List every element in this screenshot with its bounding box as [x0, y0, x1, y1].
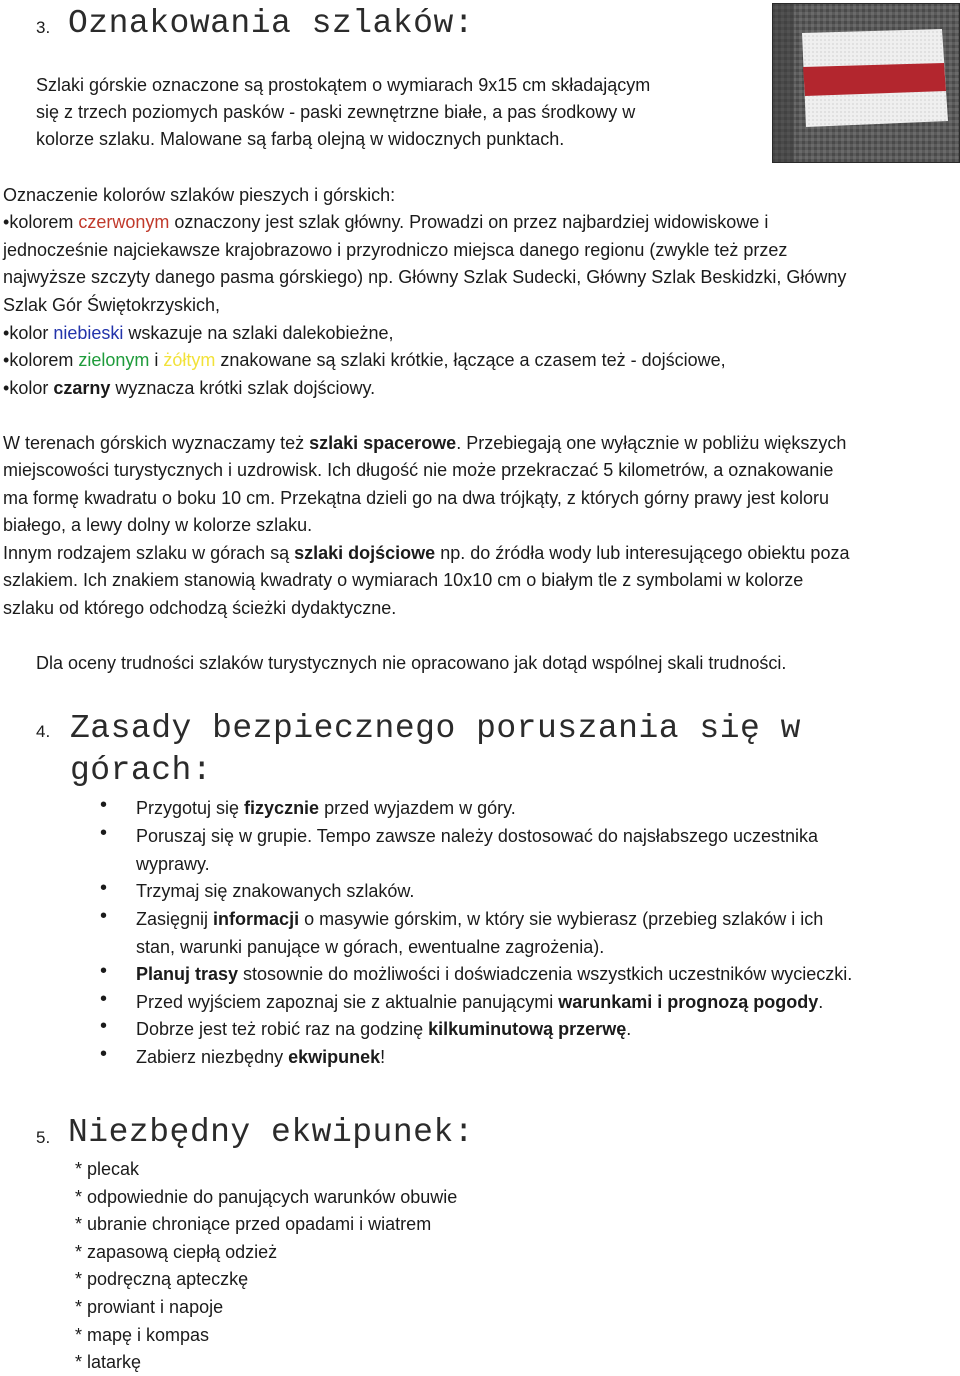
- green-yellow-trail-item: [3, 347, 726, 374]
- rule-bullet: •: [100, 960, 108, 982]
- rule-item: [136, 1016, 631, 1043]
- colors-heading: Oznaczenie kolorów szlaków pieszych i górskich:: [3, 185, 396, 205]
- rule-bullet: •: [100, 822, 108, 844]
- rule-bold: kilkuminutową przerwę: [428, 1019, 627, 1039]
- rule-bold: ekwipunek: [288, 1047, 381, 1067]
- intro-line-1: Szlaki górskie oznaczone są prostokątem o wymiarach 9x15 cm składającym: [36, 75, 651, 95]
- rule-text-end: stosownie do możliwości i doświadczenia wszystkich uczestników wycieczki.: [238, 964, 853, 984]
- rule-bullet: •: [100, 1015, 108, 1037]
- spacer-line-5: [3, 540, 849, 567]
- equipment-item: * latarkę: [75, 1352, 142, 1373]
- red-item-prefix: kolorem: [9, 212, 79, 232]
- spacer-line-1: [3, 430, 846, 457]
- rule-bullet: •: [100, 1043, 108, 1065]
- rule-text: Zasięgnij: [136, 909, 214, 929]
- rule-bullet: •: [100, 905, 108, 927]
- red-item-line-4: Szlak Gór Świętokrzyskich,: [3, 295, 221, 315]
- spacer-l1a: W terenach górskich wyznaczamy też: [3, 433, 310, 453]
- red-item-line-3a: najwyższe szczyty danego pasma górskiego) np.: [3, 267, 394, 287]
- rule-text: Trzymaj się znakowanych szlaków.: [136, 881, 415, 901]
- section-3-number: 3.: [36, 18, 51, 37]
- rule-item-continuation: stan, warunki panujące w górach, ewentualne zagrożenia).: [136, 937, 605, 957]
- rule-item: [136, 795, 516, 822]
- black-trail-item: [3, 375, 375, 402]
- rule-text-end: !: [380, 1047, 386, 1067]
- section-4-title-line-2: górach:: [70, 752, 213, 789]
- section-4-number: 4.: [36, 722, 51, 741]
- green-item-text: znakowane są szlaki krótkie, łączące a czasem też - dojściowe,: [215, 350, 726, 370]
- blue-item-prefix: kolor: [9, 323, 54, 343]
- green-color-word: zielonym: [78, 350, 150, 370]
- spacer-line-3: ma formę kwadratu o boku 10 cm. Przekątna dzieli go na dwa trójkąty, z których górny prawy jest koloru: [3, 488, 830, 508]
- yellow-color-word: żółtym: [163, 350, 216, 370]
- blue-color-word: niebieski: [53, 323, 124, 343]
- spacer-line-7: szlaku od którego odchodzą ścieżki dydaktyczne.: [3, 598, 397, 618]
- rule-text: Poruszaj się w grupie. Tempo zawsze należy dostosować do najsłabszego uczestnika: [136, 826, 819, 846]
- rule-bold: Planuj trasy: [136, 964, 239, 984]
- section-5-number: 5.: [36, 1128, 51, 1147]
- rule-bullet: •: [100, 988, 108, 1010]
- rule-text: Przed wyjściem zapoznaj sie z aktualnie panującymi: [136, 992, 559, 1012]
- trail-marker-image: [772, 3, 960, 163]
- rule-item: [136, 1044, 385, 1071]
- rule-bold: fizycznie: [244, 798, 320, 818]
- rule-text: Przygotuj się: [136, 798, 245, 818]
- equipment-item: * podręczną apteczkę: [75, 1269, 249, 1290]
- rule-item-continuation: wyprawy.: [136, 854, 210, 874]
- trail-marker-photo: [772, 3, 960, 163]
- rule-bullet: •: [100, 794, 108, 816]
- intro-line-3: kolorze szlaku. Malowane są farbą olejną w widocznych punktach.: [36, 129, 565, 149]
- blue-trail-item: [3, 320, 394, 347]
- rule-text: Zabierz niezbędny: [136, 1047, 289, 1067]
- red-color-word: czerwonym: [78, 212, 170, 232]
- difficulty-note: Dla oceny trudności szlaków turystycznych nie opracowano jak dotąd wspólnej skali trudności.: [36, 653, 787, 673]
- red-item-desc: Prowadzi on przez najbardziej widowiskowe i: [404, 212, 769, 232]
- spacer-l5b: szlaki dojściowe: [294, 543, 436, 563]
- rule-item: [136, 906, 823, 933]
- red-trail-item: [3, 209, 768, 236]
- equipment-item: * odpowiednie do panujących warunków obuwie: [75, 1186, 458, 1207]
- rule-item: [136, 878, 414, 905]
- spacer-l1c: . Przebiegają one wyłącznie w pobliżu większych: [456, 433, 847, 453]
- rule-text-end: .: [818, 992, 824, 1012]
- spacer-l5c: np. do źródła wody lub interesującego obiektu poza: [435, 543, 850, 563]
- rule-item: [136, 989, 823, 1016]
- section-5-title: Niezbędny ekwipunek:: [68, 1114, 475, 1151]
- black-item-prefix: kolor: [9, 378, 54, 398]
- intro-line-2: się z trzech poziomych pasków - paski zewnętrzne białe, a pas środkowy w: [36, 102, 636, 122]
- rule-text-end: przed wyjazdem w góry.: [319, 798, 516, 818]
- equipment-item: * plecak: [75, 1159, 140, 1179]
- bullet: •: [3, 350, 10, 370]
- bullet: •: [3, 378, 10, 398]
- green-item-prefix: kolorem: [9, 350, 79, 370]
- blue-item-text: wskazuje na szlaki dalekobieżne,: [123, 323, 394, 343]
- green-item-mid: i: [149, 350, 164, 370]
- spacer-line-2: miejscowości turystycznych i uzdrowisk. Ich długość nie może przekraczać 5 kilometrów, a oznakowanie: [3, 460, 834, 480]
- equipment-item: * ubranie chroniące przed opadami i wiatrem: [75, 1214, 432, 1235]
- spacer-line-4: białego, a lewy dolny w kolorze szlaku.: [3, 515, 313, 535]
- rule-bold: warunkami i prognozą pogody: [558, 992, 819, 1012]
- section-3-title: Oznakowania szlaków:: [68, 5, 475, 42]
- red-item-text: oznaczony jest szlak główny.: [169, 212, 405, 232]
- equipment-item: * prowiant i napoje: [75, 1297, 224, 1317]
- rule-item: [136, 823, 818, 850]
- black-item-text: wyznacza krótki szlak dojściowy.: [110, 378, 376, 398]
- red-item-line-3b: Główny Szlak Sudecki, Główny Szlak Beskidzki, Główny: [393, 267, 847, 287]
- equipment-item: * zapasową ciepłą odzież: [75, 1241, 278, 1262]
- rule-text: Dobrze jest też robić raz na godzinę: [136, 1019, 429, 1039]
- rule-text-end: o masywie górskim, w który sie wybierasz (przebieg szlaków i ich: [299, 909, 824, 929]
- rule-item: [136, 961, 852, 988]
- rule-bold: informacji: [213, 909, 300, 929]
- section-4-title-line-1: Zasady bezpiecznego poruszania się w: [70, 710, 801, 747]
- spacer-l1b: szlaki spacerowe: [309, 433, 457, 453]
- rule-bullet: •: [100, 877, 108, 899]
- red-item-line-2: jednocześnie najciekawsze krajobrazowo i przyrodniczo miejsca danego regionu (zwykle też przez: [3, 240, 788, 260]
- black-color-word: czarny: [53, 378, 111, 398]
- bullet: •: [3, 212, 10, 232]
- spacer-l5a: Innym rodzajem szlaku w górach są: [3, 543, 295, 563]
- equipment-item: * mapę i kompas: [75, 1324, 210, 1345]
- bullet: •: [3, 323, 10, 343]
- red-item-line-3: [3, 264, 846, 291]
- rule-text-end: .: [626, 1019, 632, 1039]
- spacer-line-6: szlakiem. Ich znakiem stanowią kwadraty o wymiarach 10x10 cm o białym tle z symbolami w kolorze: [3, 570, 804, 590]
